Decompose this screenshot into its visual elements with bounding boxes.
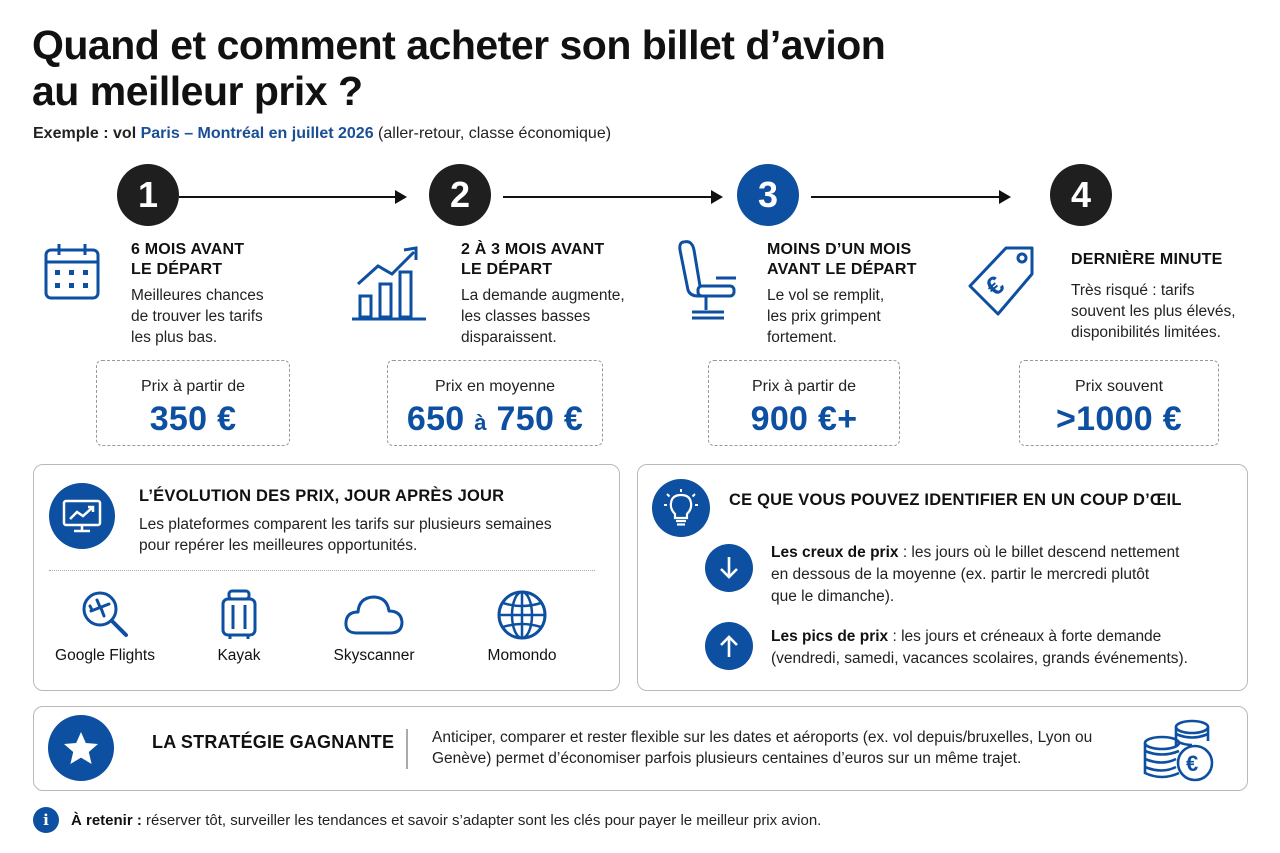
footer-text: réserver tôt, surveiller les tendances et savoir s’adapter sont les clés pour payer le meilleur prix avion. xyxy=(141,811,822,829)
monitor-chart-icon xyxy=(49,483,115,549)
arrow-2-line xyxy=(503,196,711,198)
price-label: Prix en moyenne xyxy=(434,378,556,395)
seat-icon xyxy=(676,238,742,329)
arrow-1-line xyxy=(179,196,395,198)
step-3-number: 3 xyxy=(737,164,799,226)
subtitle-tail: (aller-retour, classe économique) xyxy=(378,125,612,142)
tool-google-flights[interactable] xyxy=(46,589,164,665)
arrow-3-head-icon xyxy=(999,190,1011,204)
step-4-title: DERNIÈRE MINUTE xyxy=(1071,251,1223,268)
price-label: Prix à partir de xyxy=(140,378,246,395)
page-title xyxy=(32,22,932,114)
euro-coins-icon xyxy=(1140,717,1220,788)
step-4-number: 4 xyxy=(1050,164,1112,226)
step-1-title: 6 MOIS AVANT LE DÉPART xyxy=(131,241,245,278)
tool-label: Google Flights xyxy=(55,647,155,664)
divider xyxy=(49,570,595,571)
title-line-2: au meilleur prix ? xyxy=(32,68,363,114)
step-4-description: Très risqué : tarifs souvent les plus élevés, disponibilités limitées. xyxy=(1071,282,1236,341)
price-value: 900 €+ xyxy=(750,400,858,438)
price-value: 350 € xyxy=(149,400,237,438)
price-label: Prix souvent xyxy=(1074,378,1164,395)
star-icon xyxy=(48,715,114,781)
step-1-description: Meilleures chances de trouver les tarifs les plus bas. xyxy=(131,287,264,346)
subtitle-lead: Exemple : vol xyxy=(33,125,137,142)
insight-item-pics: Les pics de prix : les jours et créneaux à forte demande (vendredi, samedi, vacances scolaires, grands événements). xyxy=(771,628,1188,667)
arrow-down-icon xyxy=(705,544,753,592)
tool-momondo[interactable] xyxy=(467,589,577,665)
arrow-up-icon xyxy=(705,622,753,670)
svg-text:€: € xyxy=(1186,751,1199,776)
arrow-1-head-icon xyxy=(395,190,407,204)
tool-label: Kayak xyxy=(217,647,261,664)
price-value: 650 à 750 € xyxy=(406,400,584,438)
bar-chart-up-icon xyxy=(352,244,428,327)
cloud-icon xyxy=(319,589,429,641)
subtitle-highlight: Paris – Montréal en juillet 2026 xyxy=(140,125,374,142)
step-1-price-box xyxy=(96,360,290,446)
tool-label: Skyscanner xyxy=(333,647,415,664)
evolution-panel xyxy=(33,464,620,691)
step-3-description: Le vol se remplit, les prix grimpent fortement. xyxy=(767,287,885,346)
insights-title: CE QUE VOUS POUVEZ IDENTIFIER EN UN COUP D’ŒIL xyxy=(729,491,1182,509)
arrow-2-head-icon xyxy=(711,190,723,204)
step-1-number: 1 xyxy=(117,164,179,226)
euro-tag-icon xyxy=(966,244,1038,325)
tool-label: Momondo xyxy=(487,647,557,664)
svg-text:€: € xyxy=(979,269,1010,302)
price-label: Prix à partir de xyxy=(751,378,857,395)
suitcase-icon xyxy=(194,589,284,641)
price-value: >1000 € xyxy=(1056,400,1182,438)
arrow-3-line xyxy=(811,196,999,198)
step-2-title: 2 À 3 MOIS AVANT LE DÉPART xyxy=(461,241,605,278)
footer-bold: À retenir : xyxy=(71,811,142,829)
step-4-price-box xyxy=(1019,360,1219,446)
step-2-description: La demande augmente, les classes basses disparaissent. xyxy=(461,287,625,346)
insight-item-creux: Les creux de prix : les jours où le billet descend nettement en dessous de la moyenne (ex. partir le mercredi plutôt que le dimanche). xyxy=(771,544,1180,605)
strategy-title: LA STRATÉGIE GAGNANTE xyxy=(152,732,395,752)
subtitle xyxy=(33,125,611,143)
divider xyxy=(406,729,408,769)
insights-panel xyxy=(637,464,1248,691)
footer-note xyxy=(33,807,821,833)
title-line-1: Quand et comment acheter son billet d’avion xyxy=(32,22,886,68)
step-2-price-box xyxy=(387,360,603,446)
step-3-title: MOINS D’UN MOIS AVANT LE DÉPART xyxy=(767,241,917,278)
evolution-title: L’ÉVOLUTION DES PRIX, JOUR APRÈS JOUR xyxy=(139,487,505,505)
tool-kayak[interactable] xyxy=(194,589,284,665)
plane-search-icon xyxy=(46,589,164,641)
step-3-price-box xyxy=(708,360,900,446)
info-icon: i xyxy=(33,807,59,833)
step-2-number: 2 xyxy=(429,164,491,226)
calendar-icon xyxy=(44,242,100,307)
strategy-text: Anticiper, comparer et rester flexible sur les dates et aéroports (ex. vol depuis/bruxelles, Lyon ou Genève) permet d’économiser parfois plusieurs centaines d’euros sur un même trajet. xyxy=(432,729,1093,767)
tool-skyscanner[interactable] xyxy=(319,589,429,665)
evolution-description: Les plateformes comparent les tarifs sur plusieurs semaines pour repérer les meilleures opportunités. xyxy=(139,516,552,554)
lightbulb-icon xyxy=(652,479,710,537)
strategy-panel xyxy=(33,706,1248,791)
globe-icon xyxy=(467,589,577,641)
